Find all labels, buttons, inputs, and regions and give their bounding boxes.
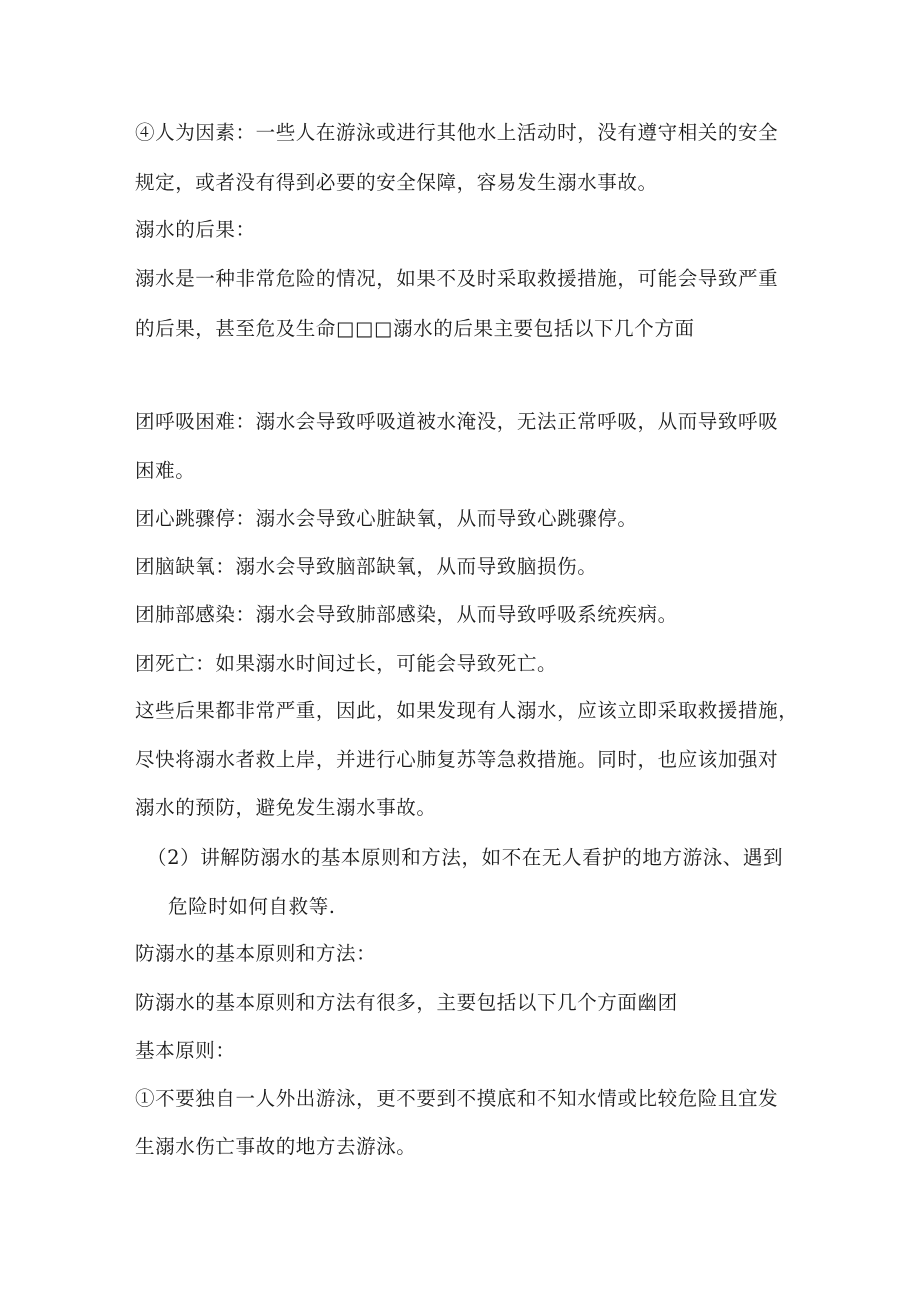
brain-hypoxia-line: 团脑缺氧：溺水会导致脑部缺氧，从而导致脑损伤。 xyxy=(135,555,598,578)
human-factors-line-2: 规定，或者没有得到必要的安全保障，容易发生溺水事故。 xyxy=(135,171,658,194)
lung-infection-line: 团肺部感染：溺水会导致肺部感染，从而导致呼吸系统疾病。 xyxy=(135,603,678,626)
principle-1-line-2: 生溺水伤亡事故的地方去游泳。 xyxy=(135,1135,417,1158)
basic-principles-heading: 基本原则： xyxy=(135,1039,236,1062)
death-line: 团死亡：如果溺水时间过长，可能会导致死亡。 xyxy=(135,652,558,675)
consequences-intro-line-2: 的后果，甚至危及生命□□□溺水的后果主要包括以下几个方面 xyxy=(135,317,695,340)
section-2-line-1: （2）讲解防溺水的基本原则和方法，如不在无人看护的地方游泳、遇到 xyxy=(147,846,784,869)
cardiac-arrest-line: 团心跳骤停：溺水会导致心脏缺氧，从而导致心跳骤停。 xyxy=(135,507,638,530)
section-2-line-2: 危险时如何自救等. xyxy=(168,895,336,918)
principles-heading: 防溺水的基本原则和方法： xyxy=(135,942,377,965)
conclusion-line-1: 这些后果都非常严重，因此，如果发现有人溺水，应该立即采取救援措施， xyxy=(135,699,799,722)
conclusion-line-2: 尽快将溺水者救上岸，并进行心肺复苏等急救措施。同时，也应该加强对 xyxy=(135,748,779,771)
principle-1-line-1: ①不要独自一人外出游泳，更不要到不摸底和不知水情或比较危险且宜发 xyxy=(135,1087,779,1110)
consequences-intro-line-1: 溺水是一种非常危险的情况，如果不及时采取救援措施，可能会导致严重 xyxy=(135,267,779,290)
human-factors-line-1: ④人为因素：一些人在游泳或进行其他水上活动时，没有遵守相关的安全 xyxy=(135,121,779,144)
conclusion-line-3: 溺水的预防，避免发生溺水事故。 xyxy=(135,796,437,819)
principles-intro-line: 防溺水的基本原则和方法有很多，主要包括以下几个方面幽团 xyxy=(135,991,678,1014)
consequences-heading: 溺水的后果： xyxy=(135,218,256,241)
breathing-line-2: 困难。 xyxy=(135,459,196,482)
breathing-line-1: 团呼吸困难：溺水会导致呼吸道被水淹没，无法正常呼吸，从而导致呼吸 xyxy=(135,410,779,433)
